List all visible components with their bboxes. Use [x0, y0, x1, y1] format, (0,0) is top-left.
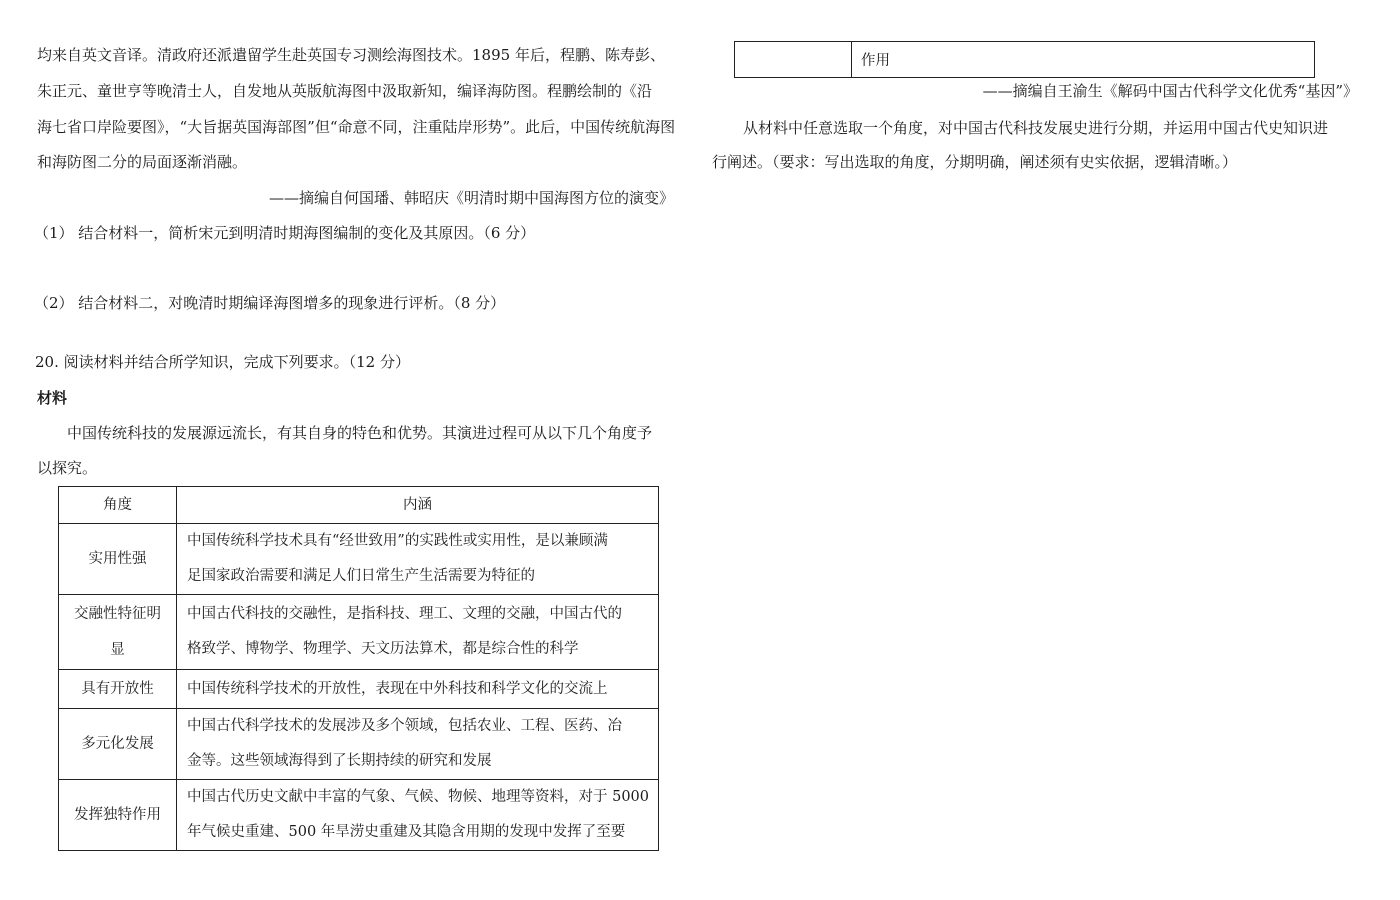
table-row	[735, 42, 1315, 78]
meaning-line: 中国传统科学技术具有“经世致用”的实践性或实用性，是以兼顾满	[187, 533, 608, 549]
material-label: 材料	[37, 389, 68, 407]
material2-line-1: 均来自英文音译。清政府还派遣留学生赴英国专习测绘海图技术。1895 年后，程鹏、陈寿彭、	[37, 46, 665, 64]
table-row	[59, 709, 659, 780]
meaning-cell	[177, 709, 659, 780]
features-table	[58, 486, 659, 851]
meaning-cell	[177, 670, 659, 709]
meaning-line: 足国家政治需要和满足人们日常生产生活需要为特征的	[187, 568, 535, 584]
material2-line-4: 和海防图二分的局面逐渐消融。	[37, 153, 248, 171]
material2-line-3: 海七省口岸险要图》，“大旨据英国海部图”但“命意不同，注重陆岸形势”。此后，中国传统航海图	[37, 118, 676, 136]
question-20-line-2: 行阐述。（要求：写出选取的角度，分期明确，阐述须有史实依据，逻辑清晰。）	[712, 153, 1238, 171]
meaning-line: 格致学、博物学、物理学、天文历法算术，都是综合性的科学	[187, 641, 579, 657]
angle-cell: 多元化发展	[59, 709, 177, 780]
meaning-line: 金等。这些领域海得到了长期持续的研究和发展	[187, 753, 492, 769]
table-row	[59, 524, 659, 595]
meaning-cell	[177, 524, 659, 595]
question-2: （2） 结合材料二，对晚清时期编译海图增多的现象进行评析。（8 分）	[34, 294, 506, 312]
table-row	[59, 780, 659, 851]
angle-cell: 实用性强	[59, 524, 177, 595]
material-line-1: 中国传统科技的发展源远流长，有其自身的特色和优势。其演进过程可从以下几个角度予	[67, 424, 653, 442]
meaning-line: 年气候史重建、500 年旱涝史重建及其隐含用期的发现中发挥了至要	[187, 824, 626, 840]
table-row	[59, 670, 659, 709]
source-citation-2: ——摘编自王渝生《解码中国古代科学文化优秀“基因”》	[982, 82, 1358, 100]
meaning-cell	[177, 595, 659, 670]
question-20-header: 20. 阅读材料并结合所学知识，完成下列要求。（12 分）	[35, 353, 410, 371]
meaning-line: 中国古代科技的交融性，是指科技、理工、文理的交融，中国古代的	[187, 606, 622, 622]
meaning-cell	[177, 780, 659, 851]
meaning-line: 中国古代历史文献中丰富的气象、气候、物候、地理等资料，对于 5000	[187, 789, 650, 805]
header-angle: 角度	[59, 487, 177, 524]
meaning-line: 中国传统科学技术的开放性，表现在中外科技和科学文化的交流上	[187, 680, 608, 697]
question-1: （1） 结合材料一，简析宋元到明清时期海图编制的变化及其原因。（6 分）	[34, 224, 536, 242]
material2-line-2: 朱正元、童世亨等晚清士人，自发地从英版航海图中汲取新知，编译海防图。程鹏绘制的《沿	[37, 82, 653, 100]
table-continuation	[734, 41, 1315, 78]
table-row	[59, 595, 659, 670]
question-20-line-1: 从材料中任意选取一个角度，对中国古代科技发展史进行分期，并运用中国古代史知识进	[743, 119, 1329, 137]
angle-line: 显	[110, 642, 125, 658]
angle-cell: 具有开放性	[59, 670, 177, 709]
meaning-line: 中国古代科学技术的发展涉及多个领域，包括农业、工程、医药、冶	[187, 718, 622, 734]
header-meaning: 内涵	[177, 487, 659, 524]
angle-line: 交融性特征明	[74, 606, 161, 622]
meaning-cell: 作用	[852, 42, 1315, 78]
material-line-2: 以探究。	[37, 459, 98, 477]
angle-cell	[735, 42, 852, 78]
source-citation-1: ——摘编自何国璠、韩昭庆《明清时期中国海图方位的演变》	[268, 189, 674, 207]
angle-cell	[59, 595, 177, 670]
table-header-row	[59, 487, 659, 524]
angle-cell: 发挥独特作用	[59, 780, 177, 851]
